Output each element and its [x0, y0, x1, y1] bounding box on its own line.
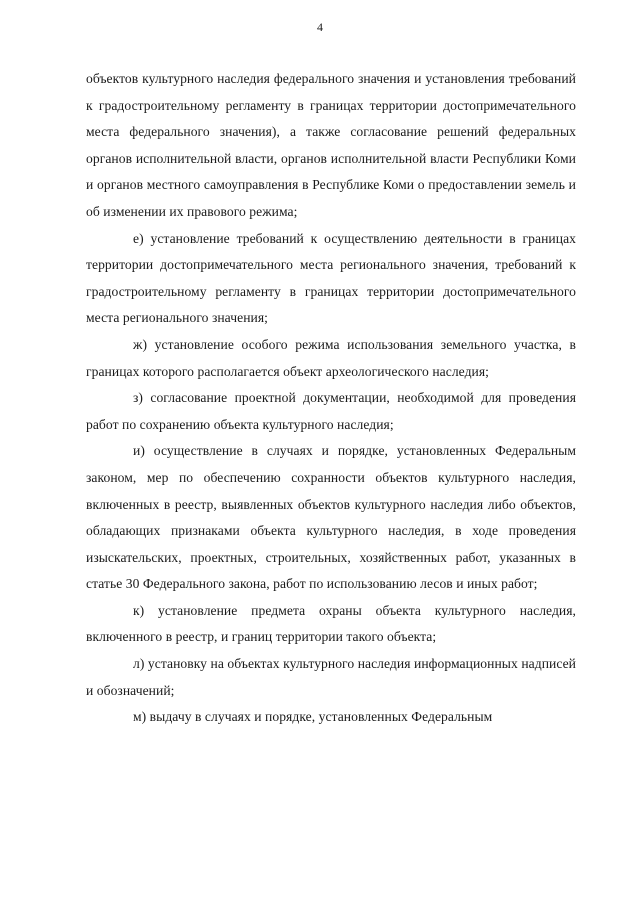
- paragraph-item-zh: ж) установление особого режима использования земельного участка, в границах которого располагается объект археологического наследия;: [86, 336, 576, 379]
- page-number: 4: [317, 20, 323, 34]
- paragraph-item-z: з) согласование проектной документации, необходимой для проведения работ по сохранению объекта культурного наследия;: [86, 390, 576, 432]
- paragraph-continuation: объектов культурного наследия федерального значения и установления требований к градостроительному регламенту в границах территории достопримечательного места федерального значения), а также согласование решений федеральных органов исполнительной власти, органов исполнительной власти Республики Коми и органов местного самоуправления в Республике Коми о предоставлении земель и об изменении их правового режима;: [86, 71, 576, 219]
- paragraph-item-l: л) установку на объектах культурного наследия информационных надписей и обозначений;: [86, 656, 576, 698]
- paragraph-item-k: к) установление предмета охраны объекта культурного наследия, включенного в реестр, и границ территории такого объекта;: [86, 602, 576, 645]
- document-body: [86, 66, 576, 731]
- paragraph-item-m: м) выдачу в случаях и порядке, установленных Федеральным: [133, 709, 493, 725]
- paragraph-item-e: е) установление требований к осуществлению деятельности в границах территории достопримечательного места регионального значения, требований к градостроительному регламенту в границах территории достопримечательного места регионального значения;: [86, 230, 576, 326]
- paragraph-item-i: и) осуществление в случаях и порядке, установленных Федеральным законом, мер по обеспечению сохранности объектов культурного наследия, включенных в реестр, выявленных объектов культурного наследия либо объектов, обладающих признаками объекта культурного наследия, в ходе проведения изыскательских, проектных, строительных, хозяйственных работ, указанных в статье 30 Федерального закона, работ по использованию лесов и иных работ;: [86, 443, 576, 592]
